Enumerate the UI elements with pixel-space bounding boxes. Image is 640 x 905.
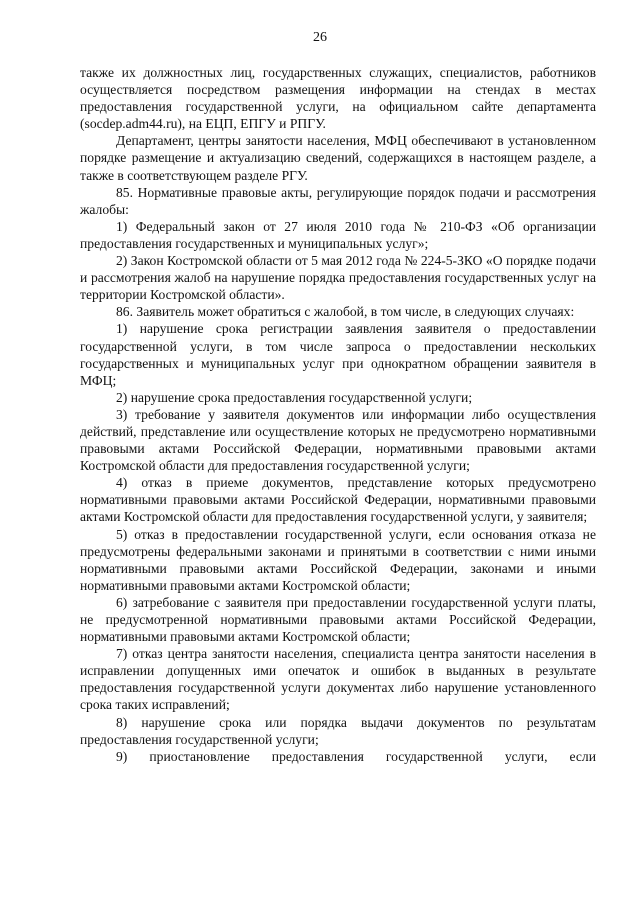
paragraph: 4) отказ в приеме документов, представление которых предусмотрено нормативными правовыми актами Российской Федерации, нормативными правовыми актами Костромской области для предоставления государственной услуги, у заявителя; xyxy=(80,475,596,525)
page-number: 26 xyxy=(313,30,327,45)
document-body xyxy=(80,64,596,765)
paragraph: 5) отказ в предоставлении государственной услуги, если основания отказа не предусмотрены федеральными законами и принятыми в соответствии с ними иными нормативными правовыми актами Российской Федерации, законами и иными нормативными правовыми актами Костромской области; xyxy=(80,526,596,593)
paragraph: 2) нарушение срока предоставления государственной услуги; xyxy=(116,389,473,405)
paragraph: 86. Заявитель может обратиться с жалобой, в том числе, в следующих случаях: xyxy=(116,304,575,320)
paragraph: 9) приостановление предоставления государственной услуги, если xyxy=(116,748,596,764)
paragraph: 3) требование у заявителя документов или информации либо осуществления действий, представление или осуществление которых не предусмотрено нормативными правовыми актами Российской Федерации, нормативными правовыми актами Костромской области для предоставления государственной услуги; xyxy=(80,406,596,474)
paragraph: Департамент, центры занятости населения, МФЦ обеспечивают в установленном порядке размещение и актуализацию сведений, содержащихся в настоящем разделе, а также в соответствующем разделе РГУ. xyxy=(80,133,596,183)
paragraph: 85. Нормативные правовые акты, регулирующие порядок подачи и рассмотрения жалобы: xyxy=(80,184,596,217)
paragraph: также их должностных лиц, государственных служащих, специалистов, работников осуществляется посредством размещения информации на стендах в местах предоставления государственной услуги, на официальном сайте департамента (socdep.adm44.ru), на ЕЦП, ЕПГУ и РПГУ. xyxy=(80,65,596,132)
paragraph: 6) затребование с заявителя при предоставлении государственной услуги платы, не предусмотренной нормативными правовыми актами Российской Федерации, нормативными правовыми актами Костромской области; xyxy=(80,594,596,645)
paragraph: 1) нарушение срока регистрации заявления заявителя о предоставлении государственной услуги, в том числе запроса о предоставлении нескольких государственных и муниципальных услуг при однократном обращении заявителя в МФЦ; xyxy=(80,321,596,388)
paragraph: 1) Федеральный закон от 27 июля 2010 года № 210-ФЗ «Об организации предоставления государственных и муниципальных услуг»; xyxy=(80,218,596,251)
paragraph: 7) отказ центра занятости населения, специалиста центра занятости населения в исправлении допущенных ими опечаток и ошибок в выданных в результате предоставления государственной услуги документах либо нарушение установленного срока таких исправлений; xyxy=(80,646,596,713)
paragraph: 8) нарушение срока или порядка выдачи документов по результатам предоставления государственной услуги; xyxy=(80,714,596,747)
paragraph: 2) Закон Костромской области от 5 мая 2012 года № 224-5-ЗКО «О порядке подачи и рассмотрения жалоб на нарушение порядка предоставления государственных услуг на территории Костромской области». xyxy=(80,253,596,303)
